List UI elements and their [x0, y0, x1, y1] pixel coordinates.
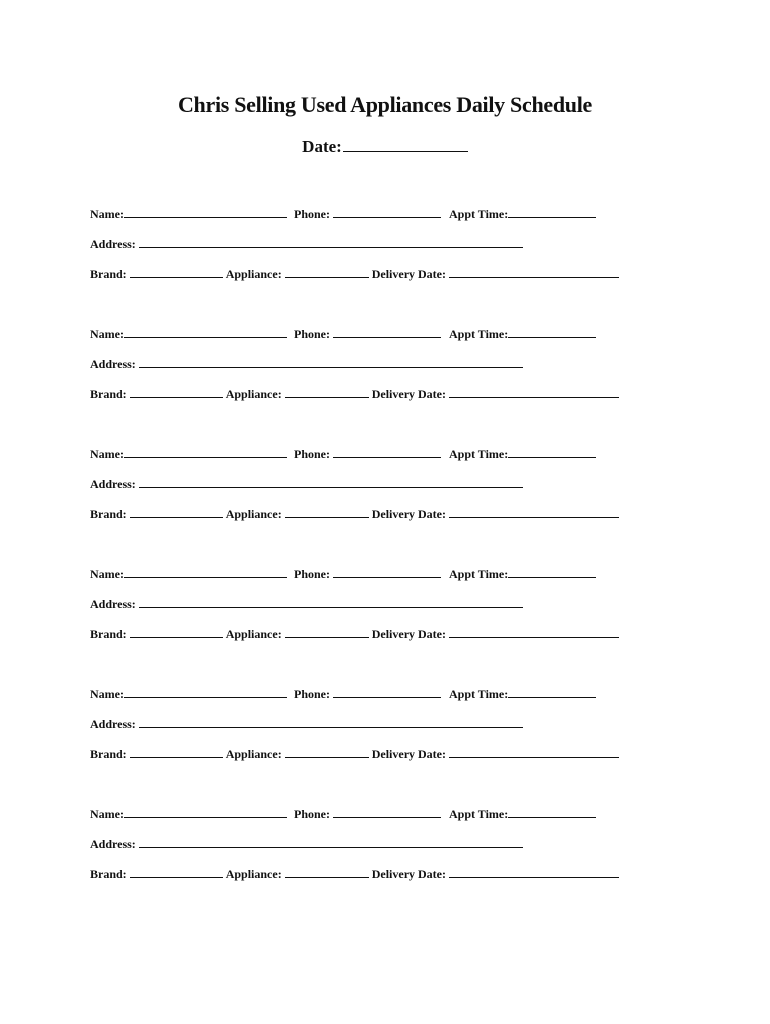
- brand-field: [90, 866, 223, 882]
- appliance-blank[interactable]: [285, 746, 369, 758]
- appt-time-blank[interactable]: [508, 806, 596, 818]
- delivery-date-blank[interactable]: [449, 746, 619, 758]
- phone-field: [294, 206, 441, 222]
- name-field: [90, 686, 287, 702]
- address-field: [90, 836, 523, 852]
- brand-label: Brand:: [90, 267, 127, 281]
- page-title: Chris Selling Used Appliances Daily Schedule: [177, 92, 593, 117]
- address-field: [90, 356, 523, 372]
- phone-label: Phone:: [293, 687, 330, 701]
- delivery-date-label: Delivery Date:: [371, 867, 446, 881]
- brand-label: Brand:: [90, 387, 127, 401]
- name-label: Name:: [90, 207, 124, 221]
- name-field: [90, 806, 287, 822]
- address-label: Address:: [90, 597, 136, 611]
- brand-field: [90, 626, 223, 642]
- entry-row-address: [90, 476, 523, 492]
- phone-blank[interactable]: [333, 686, 441, 698]
- address-label: Address:: [90, 717, 136, 731]
- appliance-label: Appliance:: [225, 627, 282, 641]
- appt-time-field: [449, 446, 596, 462]
- name-label: Name:: [90, 567, 124, 581]
- phone-field: [294, 686, 441, 702]
- name-label: Name:: [90, 687, 124, 701]
- appliance-blank[interactable]: [285, 866, 369, 878]
- appt-time-blank[interactable]: [508, 326, 596, 338]
- appt-time-label: Appt Time:: [448, 567, 509, 581]
- phone-label: Phone:: [293, 807, 330, 821]
- name-blank[interactable]: [124, 446, 287, 458]
- address-blank[interactable]: [139, 596, 523, 608]
- name-blank[interactable]: [124, 686, 287, 698]
- brand-field: [90, 746, 223, 762]
- name-label: Name:: [90, 327, 124, 341]
- date-label: Date:: [302, 137, 342, 156]
- appliance-field: [226, 626, 369, 642]
- brand-label: Brand:: [90, 507, 127, 521]
- appliance-field: [226, 266, 369, 282]
- address-field: [90, 716, 523, 732]
- appt-time-label: Appt Time:: [448, 207, 509, 221]
- delivery-date-blank[interactable]: [449, 386, 619, 398]
- date-field: [0, 137, 770, 157]
- entry-row-product: [90, 626, 619, 642]
- delivery-date-label: Delivery Date:: [371, 507, 446, 521]
- address-field: [90, 596, 523, 612]
- delivery-date-blank[interactable]: [449, 506, 619, 518]
- address-blank[interactable]: [139, 356, 523, 368]
- address-label: Address:: [90, 477, 136, 491]
- phone-field: [294, 446, 441, 462]
- phone-label: Phone:: [293, 447, 330, 461]
- appt-time-label: Appt Time:: [448, 447, 509, 461]
- appliance-field: [226, 386, 369, 402]
- delivery-date-blank[interactable]: [449, 866, 619, 878]
- entry-row-contact: [90, 566, 596, 582]
- appt-time-label: Appt Time:: [448, 687, 509, 701]
- phone-field: [294, 566, 441, 582]
- phone-label: Phone:: [293, 567, 330, 581]
- address-blank[interactable]: [139, 716, 523, 728]
- delivery-date-blank[interactable]: [449, 266, 619, 278]
- appt-time-field: [449, 206, 596, 222]
- name-blank[interactable]: [124, 206, 287, 218]
- appt-time-field: [449, 326, 596, 342]
- name-field: [90, 446, 287, 462]
- appliance-field: [226, 746, 369, 762]
- entry-row-contact: [90, 806, 596, 822]
- entry-row-address: [90, 596, 523, 612]
- entry-row-contact: [90, 206, 596, 222]
- delivery-date-field: [372, 506, 619, 522]
- appt-time-blank[interactable]: [508, 566, 596, 578]
- phone-label: Phone:: [293, 327, 330, 341]
- entry-row-address: [90, 236, 523, 252]
- delivery-date-field: [372, 626, 619, 642]
- entry-row-contact: [90, 446, 596, 462]
- phone-blank[interactable]: [333, 806, 441, 818]
- name-blank[interactable]: [124, 566, 287, 578]
- brand-blank[interactable]: [130, 866, 223, 878]
- appliance-blank[interactable]: [285, 506, 369, 518]
- name-blank[interactable]: [124, 326, 287, 338]
- appliance-blank[interactable]: [285, 626, 369, 638]
- address-label: Address:: [90, 237, 136, 251]
- delivery-date-label: Delivery Date:: [371, 747, 446, 761]
- delivery-date-field: [372, 386, 619, 402]
- brand-blank[interactable]: [130, 266, 223, 278]
- entry-row-product: [90, 386, 619, 402]
- brand-blank[interactable]: [130, 506, 223, 518]
- delivery-date-label: Delivery Date:: [371, 387, 446, 401]
- entry-row-product: [90, 746, 619, 762]
- name-label: Name:: [90, 807, 124, 821]
- appt-time-field: [449, 806, 596, 822]
- brand-label: Brand:: [90, 867, 127, 881]
- name-label: Name:: [90, 447, 124, 461]
- address-blank[interactable]: [139, 836, 523, 848]
- entry-row-address: [90, 716, 523, 732]
- name-field: [90, 206, 287, 222]
- appliance-label: Appliance:: [225, 867, 282, 881]
- name-field: [90, 566, 287, 582]
- brand-field: [90, 266, 223, 282]
- entry-row-contact: [90, 326, 596, 342]
- address-label: Address:: [90, 357, 136, 371]
- delivery-date-field: [372, 866, 619, 882]
- entry-row-product: [90, 506, 619, 522]
- appt-time-blank[interactable]: [508, 686, 596, 698]
- phone-field: [294, 326, 441, 342]
- phone-field: [294, 806, 441, 822]
- delivery-date-field: [372, 266, 619, 282]
- brand-blank[interactable]: [130, 626, 223, 638]
- appliance-label: Appliance:: [225, 507, 282, 521]
- brand-field: [90, 386, 223, 402]
- appt-time-field: [449, 566, 596, 582]
- entry-row-product: [90, 266, 619, 282]
- name-blank[interactable]: [124, 806, 287, 818]
- appliance-blank[interactable]: [285, 266, 369, 278]
- delivery-date-field: [372, 746, 619, 762]
- appliance-field: [226, 866, 369, 882]
- appt-time-field: [449, 686, 596, 702]
- entry-row-product: [90, 866, 619, 882]
- brand-blank[interactable]: [130, 746, 223, 758]
- appliance-blank[interactable]: [285, 386, 369, 398]
- address-field: [90, 236, 523, 252]
- phone-blank[interactable]: [333, 446, 441, 458]
- phone-label: Phone:: [293, 207, 330, 221]
- entry-row-address: [90, 836, 523, 852]
- phone-blank[interactable]: [333, 566, 441, 578]
- entry-row-address: [90, 356, 523, 372]
- appt-time-label: Appt Time:: [448, 327, 509, 341]
- appt-time-label: Appt Time:: [448, 807, 509, 821]
- address-blank[interactable]: [139, 476, 523, 488]
- address-field: [90, 476, 523, 492]
- delivery-date-blank[interactable]: [449, 626, 619, 638]
- appt-time-blank[interactable]: [508, 206, 596, 218]
- appliance-label: Appliance:: [225, 267, 282, 281]
- brand-field: [90, 506, 223, 522]
- phone-blank[interactable]: [333, 326, 441, 338]
- address-blank[interactable]: [139, 236, 523, 248]
- appliance-label: Appliance:: [225, 387, 282, 401]
- phone-blank[interactable]: [333, 206, 441, 218]
- appliance-label: Appliance:: [225, 747, 282, 761]
- brand-label: Brand:: [90, 747, 127, 761]
- address-label: Address:: [90, 837, 136, 851]
- appliance-field: [226, 506, 369, 522]
- delivery-date-label: Delivery Date:: [371, 267, 446, 281]
- entry-row-contact: [90, 686, 596, 702]
- brand-blank[interactable]: [130, 386, 223, 398]
- date-blank[interactable]: [343, 139, 468, 152]
- delivery-date-label: Delivery Date:: [371, 627, 446, 641]
- name-field: [90, 326, 287, 342]
- appt-time-blank[interactable]: [508, 446, 596, 458]
- brand-label: Brand:: [90, 627, 127, 641]
